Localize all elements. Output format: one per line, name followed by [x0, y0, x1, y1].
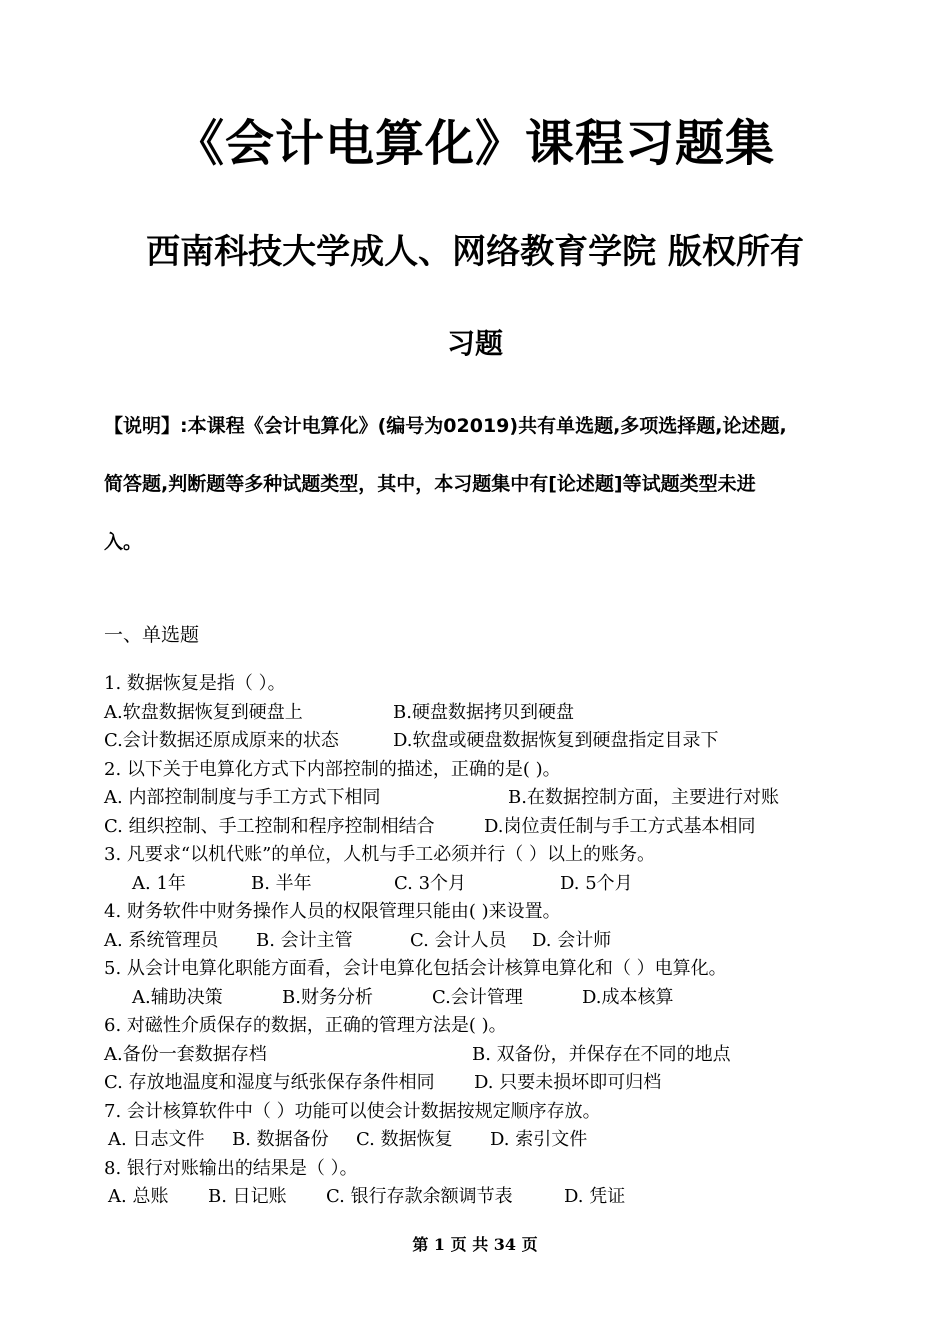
option: A.软盘数据恢复到硬盘上	[104, 701, 303, 723]
question-stem: 6. 对磁性介质保存的数据，正确的管理方法是( )。	[104, 1015, 507, 1036]
option-row	[104, 699, 864, 728]
option-row	[104, 727, 864, 756]
option: B. 半年	[251, 872, 312, 894]
option: B. 日记账	[208, 1186, 287, 1207]
intro-line: 简答题,判断题等多种试题类型，其中，本习题集中有[论述题]等试题类型未进	[104, 473, 756, 495]
option: A. 总账	[108, 1186, 169, 1207]
option-row	[104, 813, 864, 842]
option: A. 系统管理员	[104, 929, 219, 951]
option-row	[104, 1041, 864, 1070]
option: D.岗位责任制与手工方式基本相同	[484, 815, 756, 837]
option-row	[104, 870, 864, 899]
option: A. 日志文件	[108, 1129, 205, 1150]
option: C. 数据恢复	[356, 1129, 453, 1150]
option: D. 会计师	[532, 929, 612, 951]
option: D.成本核算	[582, 986, 674, 1008]
option: B. 双备份，并保存在不同的地点	[472, 1043, 731, 1065]
question-stem: 3. 凡要求“以机代账”的单位，人机与手工必须并行（ ）以上的账务。	[104, 844, 656, 865]
option: A. 内部控制制度与手工方式下相同	[104, 787, 381, 808]
option: B.硬盘数据拷贝到硬盘	[393, 701, 574, 723]
intro-line: 【说明】:本课程《会计电算化》(编号为02019)共有单选题,多项选择题,论述题,	[104, 415, 787, 437]
option-row	[104, 984, 864, 1013]
option: A. 1年	[132, 872, 186, 894]
option: C.会计管理	[432, 986, 523, 1008]
option: B.财务分析	[282, 986, 373, 1008]
option: A.辅助决策	[132, 986, 223, 1008]
option-row	[104, 1069, 864, 1098]
option: B. 会计主管	[256, 929, 353, 951]
option: D. 凭证	[564, 1186, 626, 1207]
option: D. 索引文件	[490, 1129, 588, 1150]
option: C. 银行存款余额调节表	[326, 1186, 513, 1207]
question-stem: 1. 数据恢复是指（ ）。	[104, 673, 286, 694]
option: C. 会计人员	[410, 929, 507, 951]
exercise-heading: 习题	[446, 327, 503, 360]
option: C. 存放地温度和湿度与纸张保存条件相同	[104, 1072, 435, 1093]
document-subtitle: 西南科技大学成人、网络教育学院 版权所有	[146, 232, 804, 272]
option: B. 数据备份	[232, 1129, 329, 1150]
question-list	[104, 670, 864, 1212]
option: D.软盘或硬盘数据恢复到硬盘指定目录下	[393, 730, 719, 751]
option: C. 组织控制、手工控制和程序控制相结合	[104, 815, 435, 837]
option: C.会计数据还原成原来的状态	[104, 730, 339, 751]
question-stem: 5. 从会计电算化职能方面看，会计电算化包括会计核算电算化和（ ）电算化。	[104, 958, 727, 979]
option: B.在数据控制方面，主要进行对账	[508, 787, 779, 808]
page-footer: 第 1 页 共 34 页	[412, 1235, 538, 1254]
question-stem: 4. 财务软件中财务操作人员的权限管理只能由( )来设置。	[104, 901, 561, 922]
document-title: 《会计电算化》课程习题集	[174, 115, 775, 172]
intro-paragraph	[104, 397, 864, 571]
section-title: 一、单选题	[104, 624, 200, 646]
option: D. 5个月	[560, 872, 633, 894]
question-stem: 8. 银行对账输出的结果是（ ）。	[104, 1157, 358, 1179]
intro-line: 入。	[104, 531, 143, 553]
option-row	[104, 784, 864, 813]
option-row	[104, 1126, 864, 1155]
option: D. 只要未损坏即可归档	[474, 1072, 662, 1093]
question-stem: 2. 以下关于电算化方式下内部控制的描述，正确的是( )。	[104, 758, 561, 780]
option: A.备份一套数据存档	[104, 1043, 267, 1065]
option-row	[104, 1183, 864, 1212]
question-stem: 7. 会计核算软件中（ ）功能可以使会计数据按规定顺序存放。	[104, 1100, 601, 1122]
option: C. 3个月	[394, 872, 467, 894]
option-row	[104, 927, 864, 956]
